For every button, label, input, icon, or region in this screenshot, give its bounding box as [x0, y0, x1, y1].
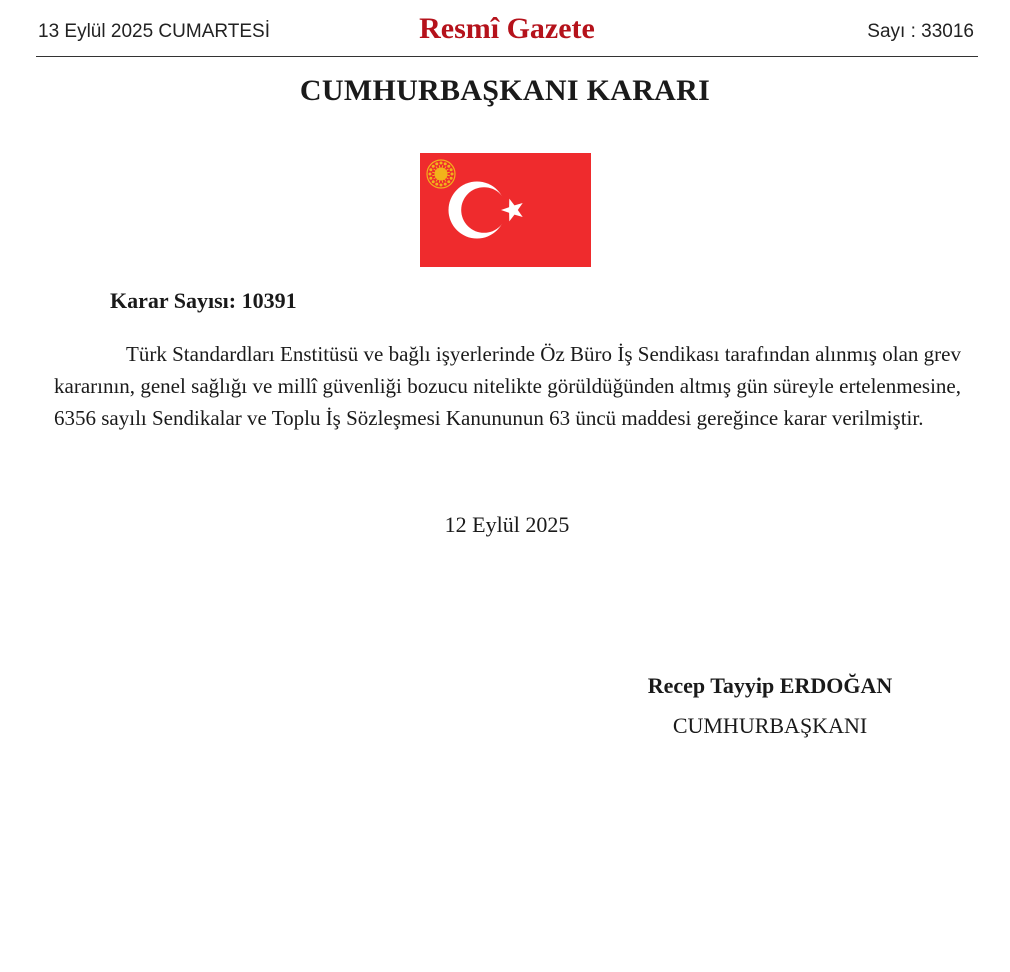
issue-number: Sayı : 33016: [867, 21, 974, 42]
decree-date: 12 Eylül 2025: [444, 512, 570, 537]
signatory-title: CUMHURBAŞKANI: [672, 713, 868, 738]
gazette-masthead: Resmî Gazete: [419, 12, 595, 45]
decision-number: Karar Sayısı: 10391: [110, 288, 297, 313]
header-date: 13 Eylül 2025 CUMARTESİ: [38, 21, 270, 42]
signature-block: [600, 671, 940, 741]
gazette-header: [36, 12, 978, 57]
signatory-name: Recep Tayyip ERDOĞAN: [647, 673, 893, 698]
document-title: CUMHURBAŞKANI KARARI: [299, 74, 711, 107]
decree-body: Türk Standardları Enstitüsü ve bağlı işyerlerinde Öz Büro İş Sendikası tarafından alınmış olan grev kararının, genel sağlığı ve millî güvenliği bozucu nitelikte görüldüğünden altmış gün süreyle ertelenmesine, 6356 sayılı Sendikalar ve Toplu İş Sözleşmesi Kanununun 63 üncü maddesi gereğince karar verilmiştir.: [54, 342, 961, 430]
turkish-flag-icon: [420, 153, 591, 267]
